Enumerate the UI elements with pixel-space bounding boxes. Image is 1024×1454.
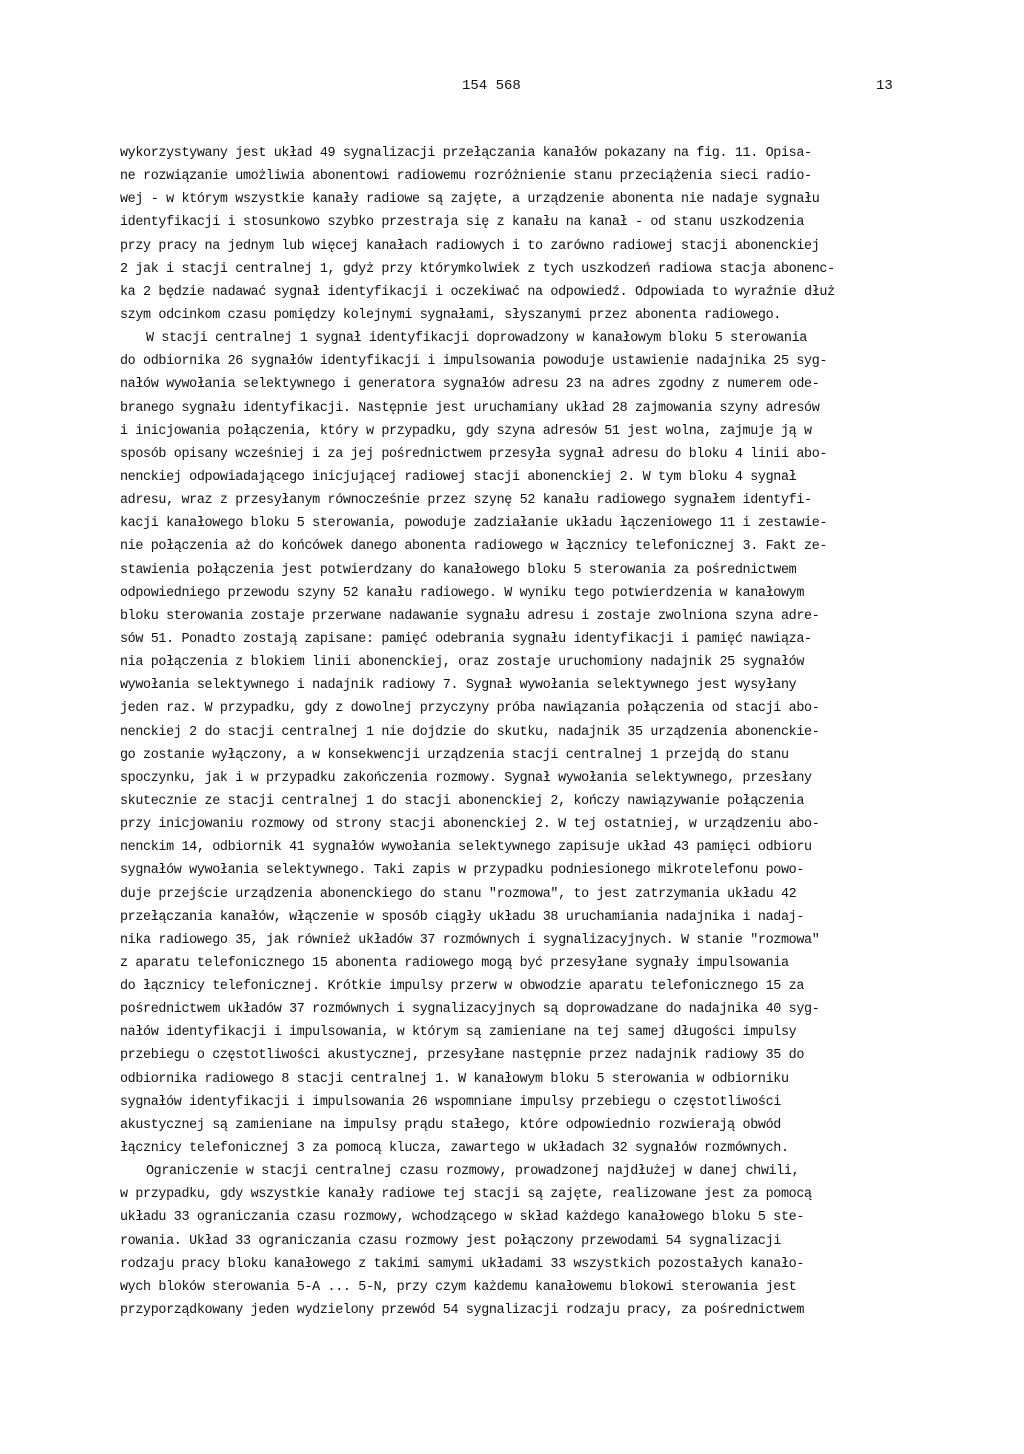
text-line: rodzaju pracy bloku kanałowego z takimi samymi układami 33 wszystkich pozostałych kanało- (120, 1256, 805, 1272)
text-line: nenckim 14, odbiornik 41 sygnałów wywołania selektywnego zapisuje układ 43 pamięci odbioru (120, 840, 812, 856)
text-line: przełączania kanałów, włączenie w sposób ciągły układu 38 uruchamiania nadajnika i nadaj- (120, 909, 805, 925)
text-line: wej - w którym wszystkie kanały radiowe są zajęte, a urządzenie abonenta nie nadaje sygnału (120, 192, 820, 208)
text-line: układu 33 ograniczania czasu rozmowy, wchodzącego w skład każdego kanałowego bloku 5 ste- (120, 1210, 805, 1226)
text-line: rowania. Układ 33 ograniczania czasu rozmowy jest połączony przewodami 54 sygnalizacji (120, 1233, 781, 1249)
text-line: przy inicjowaniu rozmowy od strony stacji abonenckiej 2. W tej ostatniej, w urządzeniu abo- (120, 817, 820, 833)
text-line: stawienia połączenia jest potwierdzany do kanałowego bloku 5 sterowania za pośrednictwem (120, 562, 797, 578)
body-text (120, 142, 898, 1322)
text-line: wywołania selektywnego i nadajnik radiowy 7. Sygnał wywołania selektywnego jest wysyłany (120, 678, 797, 694)
text-line: do łącznicy telefonicznej. Krótkie impulsy przerw w obwodzie aparatu telefonicznego 15 za (120, 979, 805, 995)
text-line: wykorzystywany jest układ 49 sygnalizacji przełączania kanałów pokazany na fig. 11. Opisa- (120, 146, 812, 161)
text-line: sygnałów wywołania selektywnego. Taki zapis w przypadku podniesionego mikrotelefonu powo- (120, 863, 805, 879)
text-line: nenckiej 2 do stacji centralnej 1 nie dojdzie do skutku, nadajnik 35 urządzenia abonenckie- (120, 724, 820, 740)
text-line: nia połączenia z blokiem linii abonenckiej, oraz zostaje uruchomiony nadajnik 25 sygnałów (120, 655, 805, 671)
text-line: nie połączenia aż do końcówek danego abonenta radiowego w łącznicy telefonicznej 3. Fakt ze- (120, 539, 828, 555)
text-line: nałów identyfikacji i impulsowania, w którym są zamieniane na tej samej długości impulsy (120, 1025, 797, 1041)
text-line: W stacji centralnej 1 sygnał identyfikacji doprowadzony w kanałowym bloku 5 sterowania (146, 331, 807, 347)
text-line: przyporządkowany jeden wydzielony przewód 54 sygnalizacji rodzaju pracy, za pośrednictwem (120, 1303, 805, 1319)
text-line: duje przejście urządzenia abonenckiego do stanu "rozmowa", to jest zatrzymania układu 42 (120, 886, 797, 902)
text-line: z aparatu telefonicznego 15 abonenta radiowego mogą być przesyłane sygnały impulsowania (120, 955, 789, 971)
text-line: skutecznie ze stacji centralnej 1 do stacji abonenckiej 2, kończy nawiązywanie połączenia (120, 793, 805, 809)
text-line: adresu, wraz z przesyłanym równocześnie przez szynę 52 kanału radiowego sygnałem identyfi- (120, 493, 812, 509)
text-line: identyfikacji i stosunkowo szybko przestraja się z kanału na kanał - od stanu uszkodzenia (120, 215, 805, 231)
patent-number: 154 568 (462, 78, 521, 94)
text-line: pośrednictwem układów 37 rozmównych i sygnalizacyjnych są doprowadzane do nadajnika 40 syg- (120, 1002, 820, 1018)
text-line: szym odcinkom czasu pomiędzy kolejnymi sygnałami, słyszanymi przez abonenta radiowego. (120, 307, 781, 323)
text-line: go zostanie wyłączony, a w konsekwencji urządzenia stacji centralnej 1 przejdą do stanu (120, 747, 789, 763)
text-line: wych bloków sterowania 5-A ... 5-N, przy czym każdemu kanałowemu blokowi sterowania jest (120, 1279, 797, 1295)
text-line: nenckiej odpowiadającego inicjującej radiowej stacji abonenckiej 2. W tym bloku 4 sygnał (120, 469, 797, 485)
text-line: łącznicy telefonicznej 3 za pomocą klucza, zawartego w układach 32 sygnałów rozmównych. (120, 1141, 789, 1157)
text-line: sposób opisany wcześniej i za jej pośrednictwem przesyła sygnał adresu do bloku 4 linii abo- (120, 446, 828, 462)
text-line: Ograniczenie w stacji centralnej czasu rozmowy, prowadzonej najdłużej w danej chwili, (146, 1164, 800, 1180)
text-line: nika radiowego 35, jak również układów 37 rozmównych i sygnalizacyjnych. W stanie "rozmowa" (120, 932, 820, 948)
text-line: ne rozwiązanie umożliwia abonentowi radiowemu rozróżnienie stanu przeciążenia sieci radio- (120, 169, 812, 185)
page-header (0, 78, 1024, 102)
text-line: do odbiornika 26 sygnałów identyfikacji i impulsowania powoduje ustawienie nadajnika 25 syg- (120, 354, 828, 370)
text-line: kacji kanałowego bloku 5 sterowania, powoduje zadziałanie układu łączeniowego 11 i zestawie- (120, 516, 828, 532)
text-line: bloku sterowania zostaje przerwane nadawanie sygnału adresu i zostaje zwolniona szyna adre- (120, 608, 820, 624)
text-line: i inicjowania połączenia, który w przypadku, gdy szyna adresów 51 jest wolna, zajmuje ją w (120, 423, 812, 439)
page-number: 13 (876, 78, 893, 94)
text-line: sów 51. Ponadto zostają zapisane: pamięć odebrania sygnału identyfikacji i pamięć nawiąza- (120, 631, 812, 647)
text-line: branego sygnału identyfikacji. Następnie jest uruchamiany układ 28 zajmowania szyny adresów (120, 400, 820, 416)
text-line: przebiegu o częstotliwości akustycznej, przesyłane następnie przez nadajnik radiowy 35 do (120, 1048, 805, 1064)
text-line: odbiornika radiowego 8 stacji centralnej 1. W kanałowym bloku 5 sterowania w odbiorniku (120, 1071, 789, 1087)
text-line: sygnałów identyfikacji i impulsowania 26 wspomniane impulsy przebiegu o częstotliwości (120, 1094, 781, 1110)
text-line: odpowiedniego przewodu szyny 52 kanału radiowego. W wyniku tego potwierdzenia w kanałowym (120, 585, 805, 601)
text-line: akustycznej są zamieniane na impulsy prądu stałego, które odpowiednio rozwierają obwód (120, 1117, 781, 1133)
text-line: nałów wywołania selektywnego i generatora sygnałów adresu 23 na adres zgodny z numerem ode- (120, 377, 820, 393)
text-line: w przypadku, gdy wszystkie kanały radiowe tej stacji są zajęte, realizowane jest za pomocą (120, 1187, 812, 1203)
text-line: jeden raz. W przypadku, gdy z dowolnej przyczyny próba nawiązania połączenia od stacji abo- (120, 701, 820, 717)
text-line: ka 2 będzie nadawać sygnał identyfikacji i oczekiwać na odpowiedź. Odpowiada to wyraźnie dłuż (120, 284, 835, 300)
text-line: 2 jak i stacji centralnej 1, gdyż przy którymkolwiek z tych uszkodzeń radiowa stacja abonenc- (120, 261, 835, 277)
text-line: przy pracy na jednym lub więcej kanałach radiowych i to zarówno radiowej stacji abonenckiej (120, 238, 820, 254)
text-line: spoczynku, jak i w przypadku zakończenia rozmowy. Sygnał wywołania selektywnego, przesłany (120, 770, 812, 786)
